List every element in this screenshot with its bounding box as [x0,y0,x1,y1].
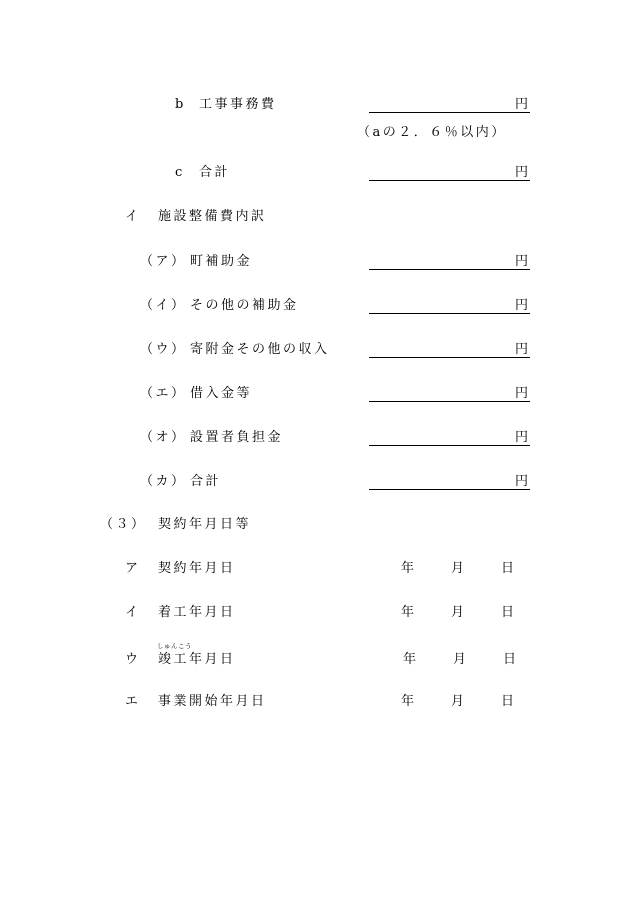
row-construction-office-cost [0,96,630,114]
row-town-subsidy [0,253,630,271]
item-label: 工事事務費 [199,97,277,112]
amount-field [369,96,530,113]
row-donations-other-income [0,341,630,359]
item-label: 着工年月日 [158,605,236,620]
row-other-subsidy [0,297,630,315]
item-marker: エ [125,694,141,709]
item-marker: c [175,165,185,180]
item-marker: （ア） [140,254,187,269]
item-label: 町補助金 [190,254,253,269]
item-label: 借入金等 [190,386,253,401]
yen-unit: 円 [514,386,528,401]
amount-field [369,164,530,181]
item-label-ruby-base: 竣工 [158,652,190,667]
item-marker: ウ [125,652,141,667]
item-label: 設置者負担金 [190,430,284,445]
item-marker: （エ） [140,386,187,401]
amount-field [369,429,530,446]
row-business-start-date [0,693,630,711]
day-unit: 日 [501,605,517,620]
item-marker: （オ） [140,430,187,445]
section-marker: （３） [100,517,147,532]
item-marker: （ウ） [140,342,187,357]
item-label: 合計 [190,474,222,489]
yen-unit: 円 [514,474,528,489]
yen-unit: 円 [514,165,528,180]
item-label: 契約年月日 [158,561,236,576]
item-marker: イ [125,605,141,620]
amount-field [369,473,530,490]
year-unit: 年 [401,694,417,709]
year-unit: 年 [403,652,419,667]
item-marker: ア [125,561,141,576]
section-facility-breakdown-heading [0,208,630,226]
yen-unit: 円 [514,342,528,357]
item-marker: b [175,97,186,112]
month-unit: 月 [453,652,469,667]
section-heading: 契約年月日等 [158,517,252,532]
amount-field [369,341,530,358]
row-note [0,124,630,142]
yen-unit: 円 [514,254,528,269]
item-marker: （カ） [140,474,187,489]
amount-field [369,385,530,402]
item-label-rest: 年月日 [189,652,236,667]
day-unit: 日 [503,652,519,667]
item-label: 合計 [199,165,231,180]
section-contract-dates-heading [0,516,630,534]
section-heading: 施設整備費内訳 [158,209,267,224]
year-unit: 年 [401,561,417,576]
row-construction-total [0,164,630,182]
row-breakdown-total [0,473,630,491]
day-unit: 日 [501,561,517,576]
row-completion-date [0,642,630,669]
year-unit: 年 [401,605,417,620]
row-construction-start-date [0,604,630,622]
item-marker: （イ） [140,298,187,313]
furigana-ruby: しゅんこう [157,642,192,650]
limit-note: （aの２．６％以内） [357,125,507,140]
row-contract-date [0,560,630,578]
item-label: 事業開始年月日 [158,694,267,709]
month-unit: 月 [451,694,467,709]
yen-unit: 円 [514,430,528,445]
month-unit: 月 [451,605,467,620]
day-unit: 日 [501,694,517,709]
amount-field [369,297,530,314]
item-label: その他の補助金 [190,298,299,313]
section-marker: イ [125,209,141,224]
yen-unit: 円 [514,97,528,112]
row-borrowings [0,385,630,403]
month-unit: 月 [451,561,467,576]
yen-unit: 円 [514,298,528,313]
amount-field [369,253,530,270]
item-label: 寄附金その他の収入 [190,342,330,357]
row-founder-contribution [0,429,630,447]
item-label [158,651,236,669]
